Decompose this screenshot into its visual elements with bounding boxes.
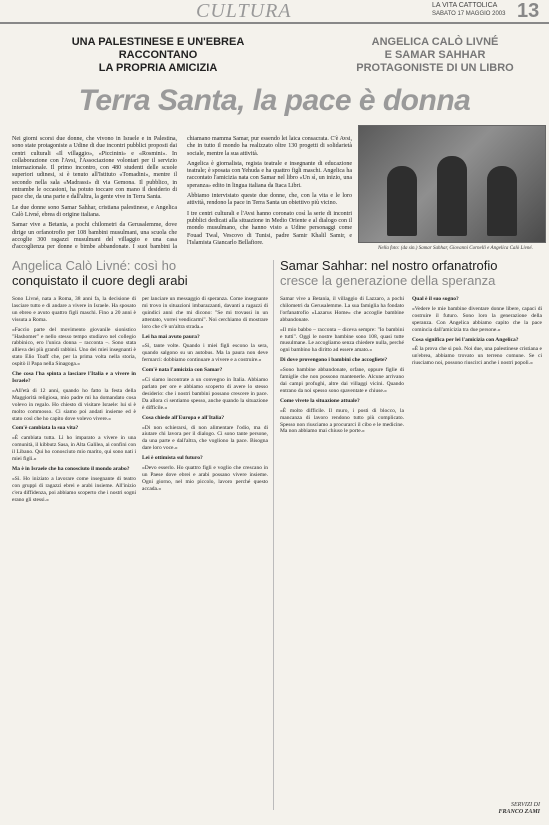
intro-paragraph: Le due donne sono Samar Sahhar, cristiana palestinese, e Angelica Calò Livné, ebrea di origine italiana. xyxy=(12,204,177,218)
photo-person xyxy=(437,156,467,236)
intro-paragraph: Nei giorni scorsi due donne, che vivono in Israele e in Palestina, sono state protagoniste a Udine di due incontri pubblici proposti dai centri culturali «Il villaggio», «Piccinini» e «Rosmini». In collaborazione con l'Avsi, l'Associazione volontari per il servizio internazionale. Il primo incontro, con 480 studenti delle scuole superiori udinesi, si è tenuto all'Istituto «Tomadini», mentre il secondo nella sala «Madrassi» di via Gemona. Il pubblico, in entrambe le occasioni, ha potuto toccare con mano il desiderio di pace che, da una parte e dall'altra, la gente vive in Terra Santa. xyxy=(12,136,177,201)
right-subhead-line: Samar Sahhar: nel nostro orfanatrofio xyxy=(280,258,498,273)
article-paragraph: «Sono bambine abbandonate, orfane, oppure figlie di famiglie che non possono mantenerle. Alcune arrivano dai campi profughi, altre dai villaggi vicini. Quando entrano da noi spesso sono spaventate e chiuse.» xyxy=(280,367,404,394)
article-paragraph: «Devo esserlo. Ho quattro figli e voglio che crescano in un Paese dove ebrei e arabi possano vivere insieme. Ogni giorno, nel mio piccolo, lavoro perché questo accada.» xyxy=(142,465,268,492)
signature-name: FRANCO ZAMI xyxy=(498,809,540,815)
article-paragraph: «Faccio parte del movimento giovanile sionistico "Hashomer" e nello stesso tempo studiavo nel collegio rabbinico, ero l'unica donna – racconta –. Sono stata allieva dei più grandi rabbini. Uno dei miei insegnanti è stato Elio Toaff che, per la prima volta nella storia, ospitò il Papa nella Sinagoga.» xyxy=(12,326,136,368)
photo-person xyxy=(487,166,517,236)
article-paragraph: «È la prova che si può. Noi due, una palestinese cristiana e un'ebrea, abbiamo trovato un terreno comune. Se ci riusciamo noi, possono riuscirci anche i nostri popoli.» xyxy=(412,346,542,367)
signature-label: SERVIZI DI xyxy=(510,802,540,808)
article-paragraph: Samar vive a Betania, il villaggio di Lazzaro, a pochi chilometri da Gerusalemme. La sua famiglia ha fondato l'orfanatrofio «Lazarus Home» che accoglie bambine abbandonate. xyxy=(280,296,404,323)
article-paragraph: «Di non schierarsi, di non alimentare l'odio, ma di aiutare chi lavora per il dialogo. Ci sono tante persone, da una parte e dall'altra, che vogliono la pace. Bisogna dare loro voce.» xyxy=(142,424,268,452)
section-title: CULTURA xyxy=(196,0,292,22)
article-question: Qual è il suo sogno? xyxy=(412,296,459,302)
article-paragraph: «È cambiata tutta. Lì ho imparato a vivere in una comunità, il kibbutz Sasa, in Alta Galilea, ai confini con il Libano. Qui ho conosciuto mio marito, qui sono nati i miei figli.» xyxy=(12,435,136,463)
article-paragraph: «Sì. Ho iniziato a lavorare come insegnante di teatro con gruppi di ragazzi ebrei e arabi insieme. All'inizio c'era diffidenza, poi abbiamo scoperto che i nostri sogni erano gli stessi.» xyxy=(12,475,136,503)
kicker-right-line: ANGELICA CALÒ LIVNÉ xyxy=(371,36,499,48)
article-question: Di dove provengono i bambini che accogliete? xyxy=(280,357,388,364)
article-paragraph: per lanciare un messaggio di speranza. Come insegnante mi trovo in situazioni imbarazzanti, davanti a ragazzi di quindici anni che mi dicono: "Se mi trovassi in un attentato, vorrei vendicarmi". Noi cerchiamo di mostrare loro che c'è un'altra strada.» xyxy=(142,296,268,330)
article-question: Lei ha mai avuto paura? xyxy=(142,333,200,340)
article-question: Che cosa l'ha spinta a lasciare l'Italia e a vivere in Israele? xyxy=(12,371,136,384)
article-paragraph: «Vedere le mie bambine diventare donne libere, capaci di costruire il futuro. Sono loro la generazione della speranza. Con Angelica abbiamo capito che la pace comincia dall'amicizia tra due persone.» xyxy=(412,305,542,333)
newspaper-name: LA VITA CATTOLICA xyxy=(432,2,498,9)
article-question: Ma è in Israele che ha conosciuto il mondo arabo? xyxy=(12,465,130,472)
kicker-right xyxy=(335,36,535,75)
author-signature xyxy=(480,802,540,816)
article-question: Com'è nata l'amicizia con Samar? xyxy=(142,367,223,374)
article-question: Cosa chiede all'Europa e all'Italia? xyxy=(142,414,225,421)
photo-caption: Nella foto: (da sin.) Samar Sahhar, Giovanni Cornelli e Angelica Calò Livné. xyxy=(378,246,533,251)
article-question: Cosa significa per lei l'amicizia con Angelica? xyxy=(412,336,519,343)
page-header xyxy=(0,0,549,24)
kicker-left-line: LA PROPRIA AMICIZIA xyxy=(98,62,218,74)
column-divider xyxy=(273,260,274,810)
left-subhead xyxy=(12,258,272,288)
article-paragraph: Sono Livné, nata a Roma, 38 anni fa, la decisione di lasciare tutto e di andare a vivere in Israele. Ha sposato un ebreo e avuto quattro figli maschi. Fino a 20 anni è vissuta a Roma. xyxy=(12,296,136,323)
right-article-column-1 xyxy=(280,296,404,801)
kicker-left xyxy=(58,36,258,75)
right-subhead-line: cresce la generazione della speranza xyxy=(280,273,496,288)
article-photo xyxy=(358,125,546,243)
page-number: 13 xyxy=(517,0,540,22)
article-paragraph: «Ci siamo incontrate a un convegno in Italia. Abbiamo parlato per ore e abbiamo scoperto di avere lo stesso desiderio: che i nostri bambini possano crescere in pace. Da allora ci sentiamo spesso, anche quando la situazione è difficile.» xyxy=(142,377,268,411)
article-question: Come vivete la situazione attuale? xyxy=(280,397,360,404)
intro-paragraph: Angelica è giornalista, regista teatrale e insegnante di educazione teatrale; è sposata con Yehuda e ha quattro figli maschi. Angelica ha raccontato l'amicizia nata con Samar nel libro «Un sì, un inizio, una speranza» edito in lingua italiana da Itaca Libri. xyxy=(187,160,352,189)
left-subhead-line: conquistato il cuore degli arabi xyxy=(12,273,188,288)
intro-paragraph: I tre centri culturali e l'Avsi hanno coronato così la serie di incontri pubblici dedicati alla situazione in Medio Oriente e al dialogo con il mondo musulmano, che hanno visto a Udine personaggi come Fouad Twal, Vescovo di Tunisi, padre Samir Khalil Samir, e l'Islamista Giancarlo Bellafiore. xyxy=(187,210,352,246)
main-headline: Terra Santa, la pace è donna xyxy=(78,84,471,117)
article-paragraph: «È molto difficile. Il muro, i posti di blocco, la mancanza di lavoro rendono tutto più complicato. Spesso non riusciamo a procurarci il cibo e le medicine. Ma non abbiamo mai chiuso le porte.» xyxy=(280,407,404,435)
right-article-column-2 xyxy=(412,296,542,796)
kicker-right-line: E SAMAR SAHHAR xyxy=(384,49,486,61)
kicker-left-line: RACCONTANO xyxy=(118,49,198,61)
article-paragraph: «Sì, tante volte. Quando i miei figli escono la sera, quando salgono su un autobus. Ma la paura non deve fermarci: dobbiamo continuare a vivere e a costruire.» xyxy=(142,343,268,364)
kicker-left-line: UNA PALESTINESE E UN'EBREA xyxy=(71,36,245,48)
article-question: Com'è cambiata la sua vita? xyxy=(12,425,79,432)
article-paragraph: «All'età di 12 anni, quando ho fatto la festa della Maggiorità religiosa, mio padre mi ha domandato cosa volevo in regalo. Ho chiesto di visitare Israele: lui si è molto commosso. Ci siamo poi andati insieme ed è stato così che ho capito dove volevo vivere.» xyxy=(12,387,136,422)
right-subhead xyxy=(280,258,544,288)
intro-paragraph: Samar vive a Betania, a pochi chilometri da Gerusalemme, dove dirige un orfanotrofio per 108 bambini musulmani, una scuola che accoglie 300 ragazzi musulmani del villaggio e una casa d'accoglienza per donne e bimbe abbandonate. I suoi bambini la chiamano mamma Samar, pur essendo lei laica consacrata. C'è Avsi, che in tutto il mondo ha realizzato oltre 130 progetti di solidarietà sociale, mentre la sua attività. xyxy=(12,136,352,251)
article-question: Lei è ottimista sul futuro? xyxy=(142,455,203,462)
photo-person xyxy=(387,166,417,236)
left-article-column xyxy=(12,296,136,801)
issue-date: SABATO 17 MAGGIO 2003 xyxy=(432,11,506,17)
left-subhead-line: Angelica Calò Livné: così ho xyxy=(12,258,177,273)
intro-paragraph: Abbiamo intervistato queste due donne, che, con la vita e le loro attività, rendono la pace in Terra Santa un obiettivo più vicino. xyxy=(187,193,352,207)
kicker-right-line: PROTAGONISTE DI UN LIBRO xyxy=(356,62,514,74)
article-paragraph: «Il mio babbo – racconta – diceva sempre: "Io bambini e tutti". Oggi le nostre bambine sono 108, quasi tutte musulmane. Le accogliamo senza chiedere nulla, perché ogni bambino ha diritto ad essere amato.» xyxy=(280,326,404,354)
intro-text xyxy=(12,136,352,251)
middle-article-column xyxy=(142,296,268,801)
